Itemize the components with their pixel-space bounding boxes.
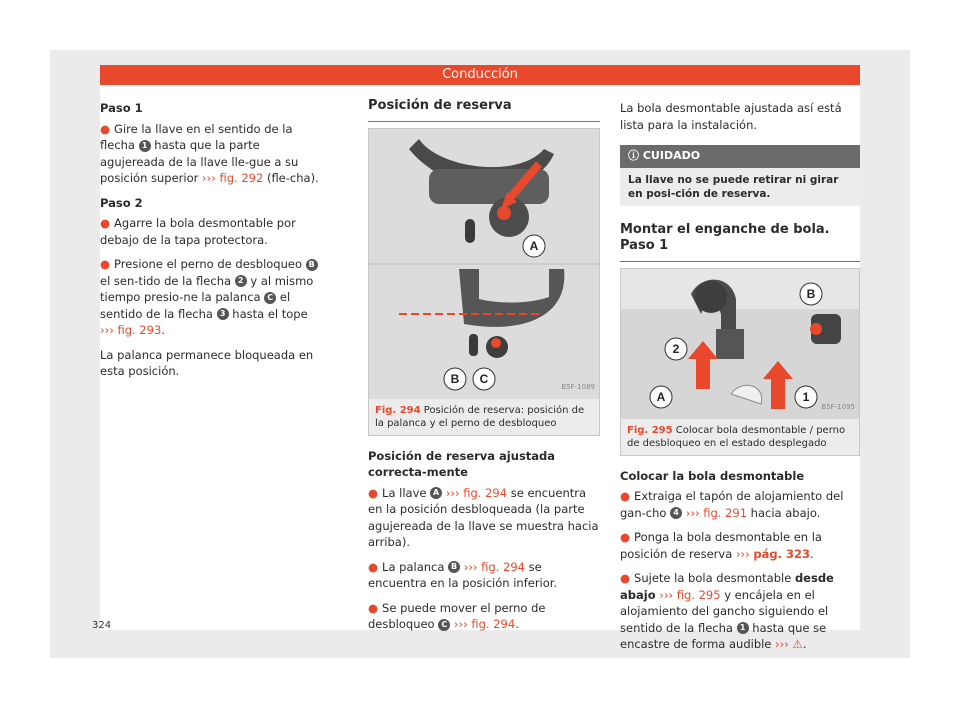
caution-text: La llave no se puede retirar ni girar en posi-ción de reserva. — [628, 173, 839, 200]
callout-C: C — [264, 292, 276, 304]
fig-link[interactable]: fig. 294 — [463, 485, 508, 500]
chapter-band: Conducción — [100, 65, 860, 85]
bullet-icon: ● — [620, 571, 631, 585]
figure-295-image — [621, 269, 859, 419]
fig-link[interactable]: fig. 292 — [219, 171, 264, 185]
bullet-icon: ● — [368, 485, 379, 500]
callout-1: 1 — [139, 140, 151, 152]
manual-page — [100, 65, 860, 651]
fig-label-B: B — [450, 371, 460, 386]
section-title: Posición de reserva — [368, 98, 600, 122]
column-left — [100, 100, 322, 388]
list-item: ● Sujete la bola desmontable desde abajo ››› fig. 295 y encájela en el alojamiento del gancho siguiendo el sentido de la flecha 1 hasta que se encastre de forma audible ››› ⚠. — [620, 571, 834, 651]
callout-4: 4 — [670, 507, 682, 519]
fig-label-2: 2 — [672, 341, 680, 356]
fig-label-C: C — [479, 371, 489, 386]
exclamation-icon: ⓘ — [628, 149, 639, 162]
page-link[interactable]: pág. 323 — [753, 546, 810, 561]
closing-text: La palanca permanece bloqueada en esta posición. — [100, 347, 314, 378]
bullet-icon: ● — [620, 489, 631, 503]
callout-A: A — [430, 487, 442, 499]
fig-label-A: A — [656, 389, 666, 404]
fig-link[interactable]: fig. 291 — [703, 505, 748, 520]
bullet-icon: ● — [620, 530, 631, 544]
figure-code: B5F-1095 — [821, 403, 855, 411]
callout-B: B — [306, 259, 318, 271]
fig-link[interactable]: fig. 295 — [676, 587, 721, 602]
figure-294-image — [369, 129, 599, 399]
figure-294 — [368, 128, 600, 436]
page-number: 324 — [92, 620, 112, 631]
callout-B: B — [448, 561, 460, 573]
bullet-icon: ● — [100, 216, 111, 230]
figure-caption: Fig. 295 Colocar bola desmontable / perno de desbloqueo en el estado desplegado — [627, 424, 846, 449]
step2-bullet-1: ● Agarre la bola desmontable por debajo de la tapa protectora. — [100, 216, 296, 247]
callout-1: 1 — [737, 622, 749, 634]
callout-2: 2 — [235, 275, 247, 287]
caution-header: ⓘ CUIDADO — [620, 145, 860, 168]
fig-label-B: B — [806, 286, 816, 301]
bullet-icon: ● — [100, 121, 111, 136]
step2-heading: Paso 2 — [100, 195, 143, 210]
fig-label-1: 1 — [802, 389, 810, 404]
list-item: ● Se puede mover el perno de desbloqueo C ››› fig. 294. — [368, 600, 546, 631]
ball-hitch-illustration — [621, 269, 859, 419]
figure-code: B5F-1089 — [561, 383, 595, 391]
subheading: Colocar la bola desmontable — [620, 468, 805, 483]
callout-3: 3 — [217, 308, 229, 320]
bullet-icon: ● — [368, 559, 379, 574]
column-middle — [368, 98, 600, 641]
list-item: ● La llave A ››› fig. 294 se encuentra en la posición desbloqueada (la parte agujereada de la llave se muestra hacia arriba). — [368, 485, 599, 549]
tow-hook-illustration — [369, 129, 599, 399]
figure-caption: Fig. 294 Posición de reserva: posición de la palanca y el perno de desbloqueo — [375, 404, 585, 429]
figure-295 — [620, 268, 860, 456]
list-item: ● La palanca B ››› fig. 294 se encuentra en la posición inferior. — [368, 559, 558, 590]
step2-bullet-2: ● Presione el perno de desbloqueo B el sen-tido de la flecha 2 y al mismo tiempo presio-ne la palanca C el sentido de la flecha 3 hasta el tope ››› fig. 293. — [100, 256, 322, 339]
fig-link[interactable]: fig. 293 — [117, 323, 162, 337]
bullet-icon: ● — [100, 257, 111, 271]
fig-link[interactable]: fig. 294 — [481, 559, 525, 574]
section-title: Montar el enganche de bola. Paso 1 — [620, 222, 860, 262]
bullet-icon: ● — [368, 600, 379, 615]
intro-text: La bola desmontable ajustada así está lista para la instalación. — [620, 101, 842, 132]
caution-box — [620, 145, 860, 206]
warning-triangle-icon[interactable]: ⚠ — [792, 637, 803, 651]
column-right — [620, 100, 860, 661]
step1-bullet: ● Gire la llave en el sentido de la flecha 1 hasta que la parte agujereada de la llave lle-gue a su posición superior ››› fig. 292 (fle-cha). — [100, 121, 319, 185]
step1-heading: Paso 1 — [100, 101, 143, 115]
list-item: ● Extraiga el tapón de alojamiento del gan-cho 4 ››› fig. 291 hacia abajo. — [620, 489, 844, 520]
subheading: Posición de reserva ajustada correcta-mente — [368, 448, 556, 479]
callout-C: C — [438, 619, 450, 631]
list-item: ● Ponga la bola desmontable en la posición de reserva ››› pág. 323. — [620, 530, 822, 561]
fig-label-A: A — [529, 238, 539, 253]
fig-link[interactable]: fig. 294 — [471, 617, 516, 631]
